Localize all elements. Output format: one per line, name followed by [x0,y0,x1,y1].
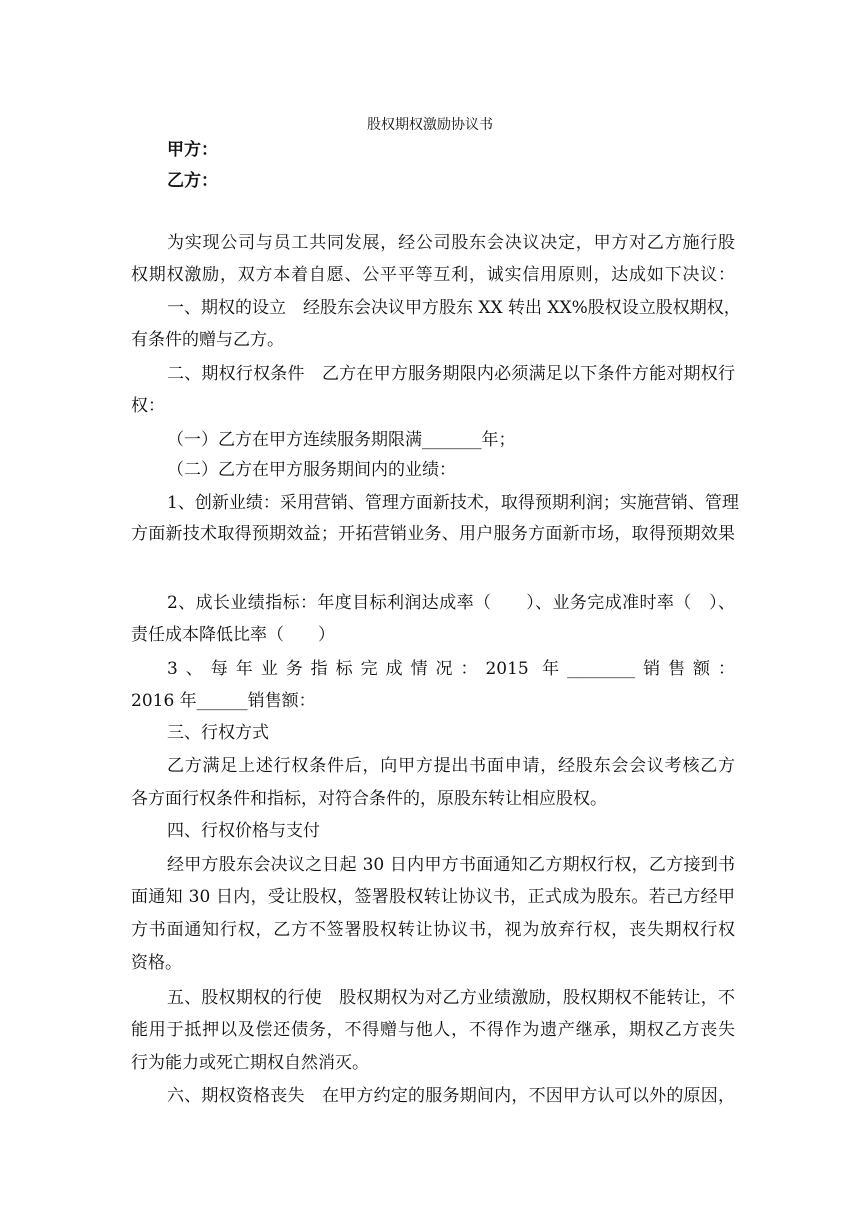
paragraph-line: 有条件的赠与乙方。 [131,330,284,350]
paragraph-line: 1、创新业绩：采用营销、管理方面新技术，取得预期利润；实施营销、管理 [167,493,739,513]
paragraph-line: 2、成长业绩指标：年度目标利润达成率（ ）、业务完成准时率（ ）、 [167,593,735,613]
paragraph-line: 方书面通知行权，乙方不签署股权转让协议书，视为放弃行权，丧失期权行权 [131,920,735,940]
paragraph-line: （二）乙方在甲方服务期间内的业绩： [167,460,456,480]
paragraph-line: 责任成本降低比率（ ） [131,625,335,645]
paragraph-line: 各方面行权条件和指标，对符合条件的，原股东转让相应股权。 [131,789,607,809]
paragraph-line: 3、每年业务指标完成情况：2015 年________销售额： [167,659,735,679]
paragraph-line: 一、期权的设立 经股东会决议甲方股东 XX 转出 XX%股权设立股权期权， [167,298,741,318]
paragraph-line: 能用于抵押以及偿还债务，不得赠与他人，不得作为遗产继承，期权乙方丧失 [131,1020,735,1040]
party-a-label: 甲方： [167,140,218,160]
paragraph-line: 五、股权期权的行使 股权期权为对乙方业绩激励，股权期权不能转让，不 [167,988,735,1008]
paragraph-line: （一）乙方在甲方连续服务期限满_______年； [167,430,516,450]
paragraph-line: 面通知 30 日内，受让股权，签署股权转让协议书，正式成为股东。若己方经甲 [131,887,735,907]
section-heading: 四、行权价格与支付 [167,821,320,841]
paragraph-line: 方面新技术取得预期效益；开拓营销业务、用户服务方面新市场，取得预期效果 [131,524,735,544]
paragraph-line: 六、期权资格丧失 在甲方约定的服务期间内，不因甲方认可以外的原因， [167,1086,735,1106]
paragraph-line: 二、期权行权条件 乙方在甲方服务期限内必须满足以下条件方能对期权行 [167,364,735,384]
party-b-label: 乙方： [167,171,218,191]
paragraph-line: 权期权激励，双方本着自愿、公平平等互利，诚实信用原则，达成如下决议： [131,265,735,285]
paragraph-line: 资格。 [131,953,182,973]
paragraph-line: 为实现公司与员工共同发展，经公司股东会决议决定，甲方对乙方施行股 [167,233,735,253]
section-heading: 三、行权方式 [167,723,269,743]
paragraph-line: 2016 年______销售额： [131,691,316,711]
paragraph-line: 经甲方股东会决议之日起 30 日内甲方书面通知乙方期权行权，乙方接到书 [167,855,735,875]
paragraph-line: 行为能力或死亡期权自然消灭。 [131,1053,369,1073]
paragraph-line: 权： [131,396,165,416]
document-title: 股权期权激励协议书 [367,117,493,133]
paragraph-line: 乙方满足上述行权条件后，向甲方提出书面申请，经股东会会议考核乙方 [167,756,735,776]
